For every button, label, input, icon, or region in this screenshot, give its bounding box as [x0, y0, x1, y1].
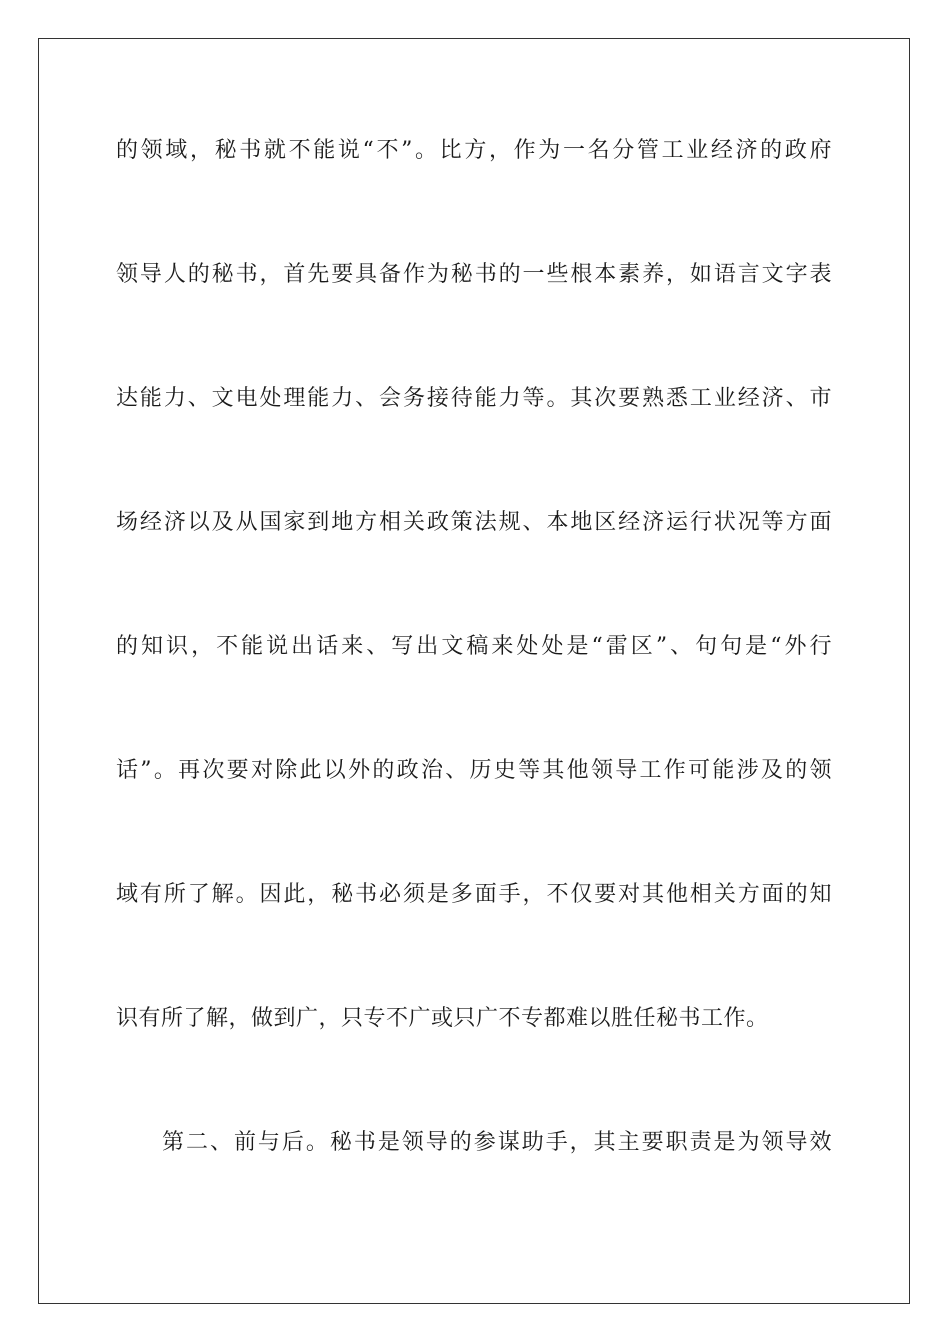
paragraph-line-7: 域有所了解。因此，秘书必须是多面手，不仅要对其他相关方面的知 [116, 882, 832, 907]
paragraph-line-2: 领导人的秘书，首先要具备作为秘书的一些根本素养，如语言文字表 [116, 262, 832, 287]
paragraph-line-8: 识有所了解，做到广，只专不广或只广不专都难以胜任秘书工作。 [116, 1006, 769, 1031]
paragraph-line-4: 场经济以及从国家到地方相关政策法规、本地区经济运行状况等方面 [116, 510, 832, 535]
paragraph-line-9: 第二、前与后。秘书是领导的参谋助手，其主要职责是为领导效 [162, 1130, 832, 1155]
paragraph-line-3: 达能力、文电处理能力、会务接待能力等。其次要熟悉工业经济、市 [116, 386, 832, 411]
paragraph-line-5: 的知识，不能说出话来、写出文稿来处处是“雷区”、句句是“外行 [116, 634, 832, 659]
paragraph-line-1: 的领域，秘书就不能说“不”。比方，作为一名分管工业经济的政府 [116, 138, 832, 163]
page-border [38, 38, 910, 1304]
paragraph-line-6: 话”。再次要对除此以外的政治、历史等其他领导工作可能涉及的领 [116, 758, 832, 783]
